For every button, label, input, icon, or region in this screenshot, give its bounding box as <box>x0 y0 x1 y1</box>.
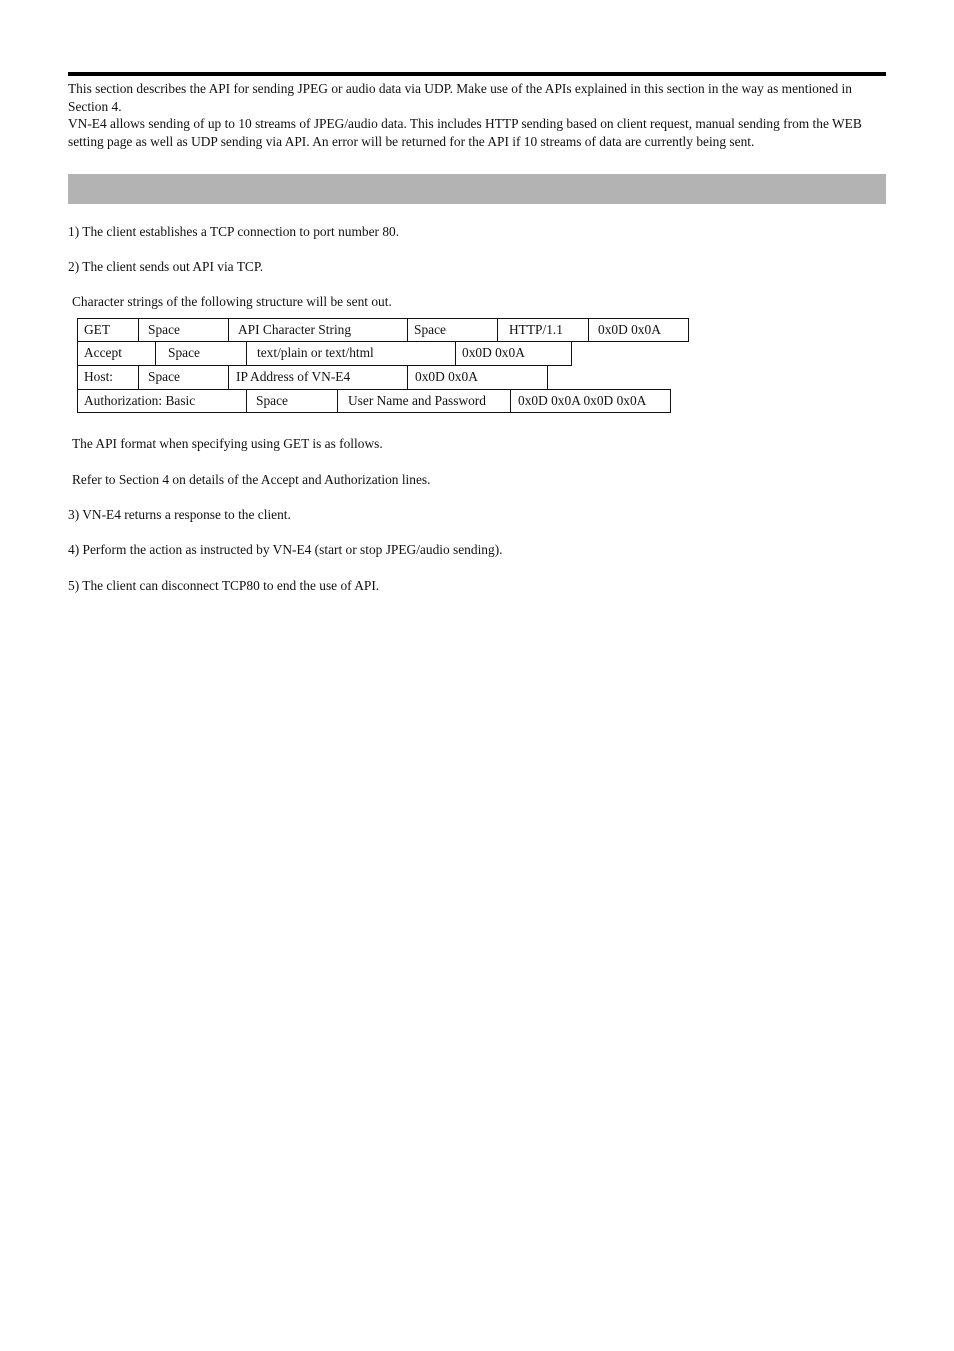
structure-intro: Character strings of the following structure will be sent out. <box>72 294 392 309</box>
section-heading-band <box>68 174 886 204</box>
table-cell: IP Address of VN-E4 <box>228 365 408 390</box>
step-3: 3) VN-E4 returns a response to the client. <box>68 507 291 522</box>
step-1: 1) The client establishes a TCP connection to port number 80. <box>68 224 400 239</box>
step-2: 2) The client sends out API via TCP. <box>68 259 264 274</box>
format-note: The API format when specifying using GET is as follows. <box>72 436 383 451</box>
table-cell: Space <box>246 389 338 413</box>
table-cell: Space <box>407 318 498 342</box>
table-cell: User Name and Password <box>337 389 511 413</box>
table-cell: GET <box>77 318 139 342</box>
step-5: 5) The client can disconnect TCP80 to end the use of API. <box>68 578 380 593</box>
table-cell: Space <box>155 341 247 366</box>
table-cell: Space <box>138 365 229 390</box>
table-cell: Host: <box>77 365 139 390</box>
table-cell: API Character String <box>228 318 408 342</box>
table-cell: 0x0D 0x0A <box>588 318 689 342</box>
table-cell: Authorization: Basic <box>77 389 247 413</box>
table-cell: Accept <box>77 341 156 366</box>
intro-section <box>68 80 888 150</box>
intro-paragraph-2: VN-E4 allows sending of up to 10 streams of JPEG/audio data. This includes HTTP sending based on client request, manual sending from the WEB setting page as well as UDP sending via API. An error will be returned for the API if 10 streams of data are currently being sent. <box>68 116 862 149</box>
intro-paragraph-1: This section describes the API for sending JPEG or audio data via UDP. Make use of the APIs explained in this section in the way as mentioned in Section 4. <box>68 81 852 114</box>
table-cell: 0x0D 0x0A <box>455 341 572 366</box>
refer-note: Refer to Section 4 on details of the Accept and Authorization lines. <box>72 472 431 487</box>
table-cell: 0x0D 0x0A 0x0D 0x0A <box>510 389 671 413</box>
header-rule <box>68 72 886 76</box>
table-cell: 0x0D 0x0A <box>407 365 548 390</box>
table-cell: HTTP/1.1 <box>497 318 589 342</box>
table-cell: text/plain or text/html <box>246 341 456 366</box>
step-4: 4) Perform the action as instructed by VN-E4 (start or stop JPEG/audio sending). <box>68 542 503 557</box>
table-cell: Space <box>138 318 229 342</box>
